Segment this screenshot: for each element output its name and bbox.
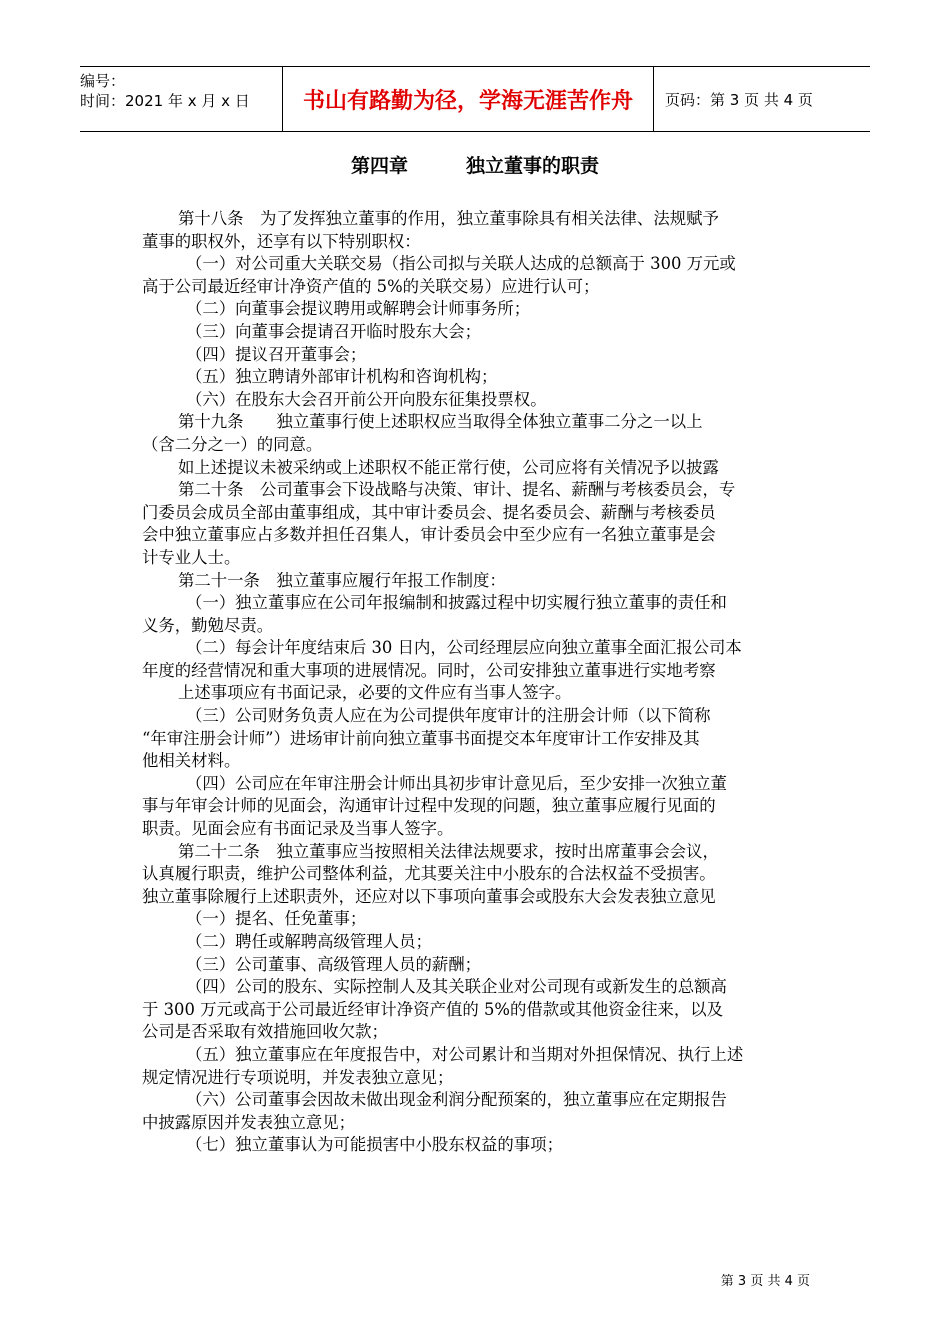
text-line: 会中独立董事应占多数并担任召集人，审计委员会中至少应有一名独立董事是会 [142, 525, 716, 545]
text-line: 第二十一条 独立董事应履行年报工作制度： [178, 570, 506, 590]
text-line: （七）独立董事认为可能损害中小股东权益的事项； [186, 1135, 563, 1155]
text-line: 董事的职权外，还享有以下特别职权： [142, 231, 421, 251]
text-line: （六）在股东大会召开前公开向股东征集投票权。 [186, 389, 547, 409]
text-line: “年审注册会计师”）进场审计前向独立董事书面提交本年度审计工作安排及其 [142, 728, 700, 748]
text-line: 如上述提议未被采纳或上述职权不能正常行使，公司应将有关情况予以披露 [178, 457, 719, 477]
text-line: 义务，勤勉尽责。 [142, 615, 274, 635]
text-line: 规定情况进行专项说明，并发表独立意见； [142, 1067, 454, 1087]
text-line: 第十九条 独立董事行使上述职权应当取得全体独立董事二分之一以上 [178, 412, 703, 432]
header-page-number: 页码：第 3 页 共 4 页 [665, 90, 813, 109]
text-line: （一）对公司重大关联交易（指公司拟与关联人达成的总额高于 300 万元或 [186, 254, 736, 274]
text-line: 计专业人士。 [142, 547, 241, 567]
text-line: （四）公司的股东、实际控制人及其关联企业对公司现有或新发生的总额高 [186, 977, 727, 997]
text-line: 第十八条 为了发挥独立董事的作用，独立董事除具有相关法律、法规赋予 [178, 209, 719, 228]
text-line: 中披露原因并发表独立意见； [142, 1112, 356, 1132]
text-line: （含二分之一）的同意。 [142, 434, 323, 454]
text-line: （二）每会计年度结束后 30 日内，公司经理层应向独立董事全面汇报公司本 [186, 638, 742, 658]
text-line: 独立董事除履行上述职责外，还应对以下事项向董事会或股东大会发表独立意见 [142, 886, 716, 906]
text-line: （三）公司财务负责人应在为公司提供年度审计的注册会计师（以下简称 [186, 706, 711, 726]
text-line: 于 300 万元或高于公司最近经审计净资产值的 5%的借款或其他资金往来，以及 [142, 999, 724, 1019]
text-line: 门委员会成员全部由董事组成，其中审计委员会、提名委员会、薪酬与考核委员 [142, 502, 716, 522]
text-line: （五）独立聘请外部审计机构和咨询机构； [186, 367, 498, 387]
text-line: （四）公司应在年审注册会计师出具初步审计意见后，至少安排一次独立董 [186, 773, 727, 793]
text-line: 上述事项应有书面记录，必要的文件应有当事人签字。 [178, 683, 572, 703]
page-footer: 第 3 页 共 4 页 [720, 1274, 810, 1289]
chapter-number: 第四章 [350, 155, 408, 177]
chapter-name: 独立董事的职责 [466, 155, 600, 177]
text-line: （二）向董事会提议聘用或解聘会计师事务所； [186, 299, 531, 319]
text-line: （一）提名、任免董事； [186, 909, 367, 929]
text-line: （五）独立董事应在年度报告中，对公司累计和当期对外担保情况、执行上述 [186, 1044, 744, 1064]
page-header [80, 66, 870, 132]
text-line: （六）公司董事会因故未做出现金利润分配预案的，独立董事应在定期报告 [186, 1090, 727, 1110]
text-line: （三）向董事会提请召开临时股东大会； [186, 321, 482, 341]
header-meta [80, 67, 282, 131]
text-line: 第二十条 公司董事会下设战略与决策、审计、提名、薪酬与考核委员会，专 [178, 480, 736, 500]
text-line: 高于公司最近经审计净资产值的 5%的关联交易）应进行认可； [142, 276, 600, 296]
header-motto: 书山有路勤为径，学海无涯苦作舟 [282, 67, 654, 131]
text-line: （四）提议召开董事会； [186, 344, 367, 364]
text-line: 公司是否采取有效措施回收欠款； [142, 1022, 388, 1042]
text-line: （一）独立董事应在公司年报编制和披露过程中切实履行独立董事的责任和 [186, 593, 727, 613]
text-line: 他相关材料。 [142, 751, 241, 771]
text-line: 认真履行职责，维护公司整体利益，尤其要关注中小股东的合法权益不受损害。 [142, 864, 716, 884]
text-line: 职责。见面会应有书面记录及当事人签字。 [142, 819, 454, 839]
text-line: 事与年审会计师的见面会，沟通审计过程中发现的问题，独立董事应履行见面的 [142, 796, 716, 816]
document-number: 编号： [80, 72, 126, 90]
document-body [142, 208, 810, 1157]
text-line: （二）聘任或解聘高级管理人员； [186, 932, 432, 951]
text-line: 年度的经营情况和重大事项的进展情况。同时，公司安排独立董事进行实地考察 [142, 660, 716, 680]
text-line: 第二十二条 独立董事应当按照相关法律法规要求，按时出席董事会会议， [178, 841, 719, 861]
document-date: 时间：2021 年 x 月 x 日 [80, 92, 250, 110]
text-line: （三）公司董事、高级管理人员的薪酬； [186, 954, 482, 974]
chapter-title [0, 151, 950, 178]
